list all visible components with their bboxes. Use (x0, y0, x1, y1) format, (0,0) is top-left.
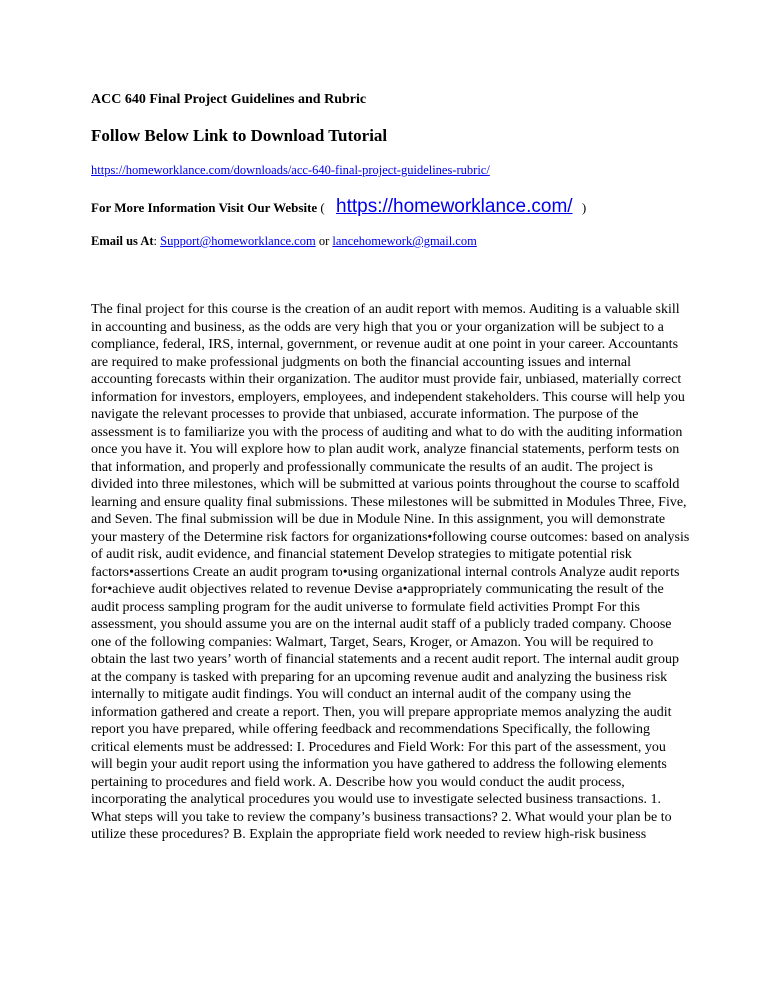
open-paren: ( (320, 200, 325, 215)
secondary-email-link[interactable]: lancehomework@gmail.com (332, 234, 477, 248)
body-paragraph: The final project for this course is the creation of an audit report with memos. Auditing is a valuable skill in accounting and business, as the odds are very high that you or your organization will be subject to a compliance, federal, IRS, internal, government, or revenue audit at one point in your career. Accountants are required to make professional judgments on both the financial accounting issues and internal accounting forecasts within their organization. The auditor must provide fair, unbiased, materially correct information for investors, employers, employees, and independent stakeholders. This course will help you navigate the relevant processes to provide that unbiased, accurate information. The purpose of the assessment is to familiarize you with the process of auditing and what to do with the auditing information once you have it. You will explore how to plan audit work, analyze financial statements, perform tests on that information, and properly and professionally communicate the results of an audit. The project is divided into three milestones, which will be submitted at various points throughout the course to scaffold learning and ensure quality final submissions. These milestones will be submitted in Modules Three, Five, and Seven. The final submission will be due in Module Nine. In this assignment, you will demonstrate your mastery of the Determine risk factors for organizations•following course outcomes: based on analysis of audit risk, audit evidence, and financial statement Develop strategies to mitigate potential risk factors•assertions Create an audit program to•using organizational internal controls Analyze audit reports for•achieve audit objectives related to revenue Devise a•appropriately communicating the result of the audit process sampling program for the audit universe to formulate field activities Prompt For this assessment, you should assume you are on the internal audit staff of a publicly traded company. Choose one of the following companies: Walmart, Target, Sears, Kroger, or Amazon. You will be required to obtain the last two years’ worth of financial statements and a recent audit report. The internal audit group at the company is tasked with preparing for an upcoming revenue audit and analyzing the business risk internally to mitigate audit findings. You will conduct an internal audit of the company using the information gathered and create a report. Then, you will prepare appropriate memos analyzing the audit report you have prepared, while offering feedback and recommendations Specifically, the following critical elements must be addressed: I. Procedures and Field Work: For this part of the assessment, you will begin your audit report using the information you have gathered to address the following elements pertaining to procedures and field work. A. Describe how you would conduct the audit process, incorporating the analytical procedures you would use to investigate selected business transactions. 1. What steps will you take to review the company’s business transactions? 2. What would your plan be to utilize these procedures? B. Explain the appropriate field work needed to review high-risk business (91, 302, 690, 842)
document-title: ACC 640 Final Project Guidelines and Rubric (91, 92, 367, 107)
website-link[interactable]: https://homeworklance.com/ (336, 196, 573, 217)
email-colon: : (153, 234, 161, 248)
email-label: Email us At (91, 234, 154, 248)
more-info-line (91, 196, 586, 218)
download-link[interactable]: https://homeworklance.com/downloads/acc-640-final-project-guidelines-rubric/ (91, 163, 490, 177)
more-info-label: For More Information Visit Our Website (91, 200, 318, 215)
email-line (91, 234, 477, 249)
download-heading: Follow Below Link to Download Tutorial (91, 126, 388, 145)
close-paren: ) (581, 200, 587, 215)
email-separator: or (315, 234, 333, 248)
support-email-link[interactable]: Support@homeworklance.com (160, 234, 316, 248)
